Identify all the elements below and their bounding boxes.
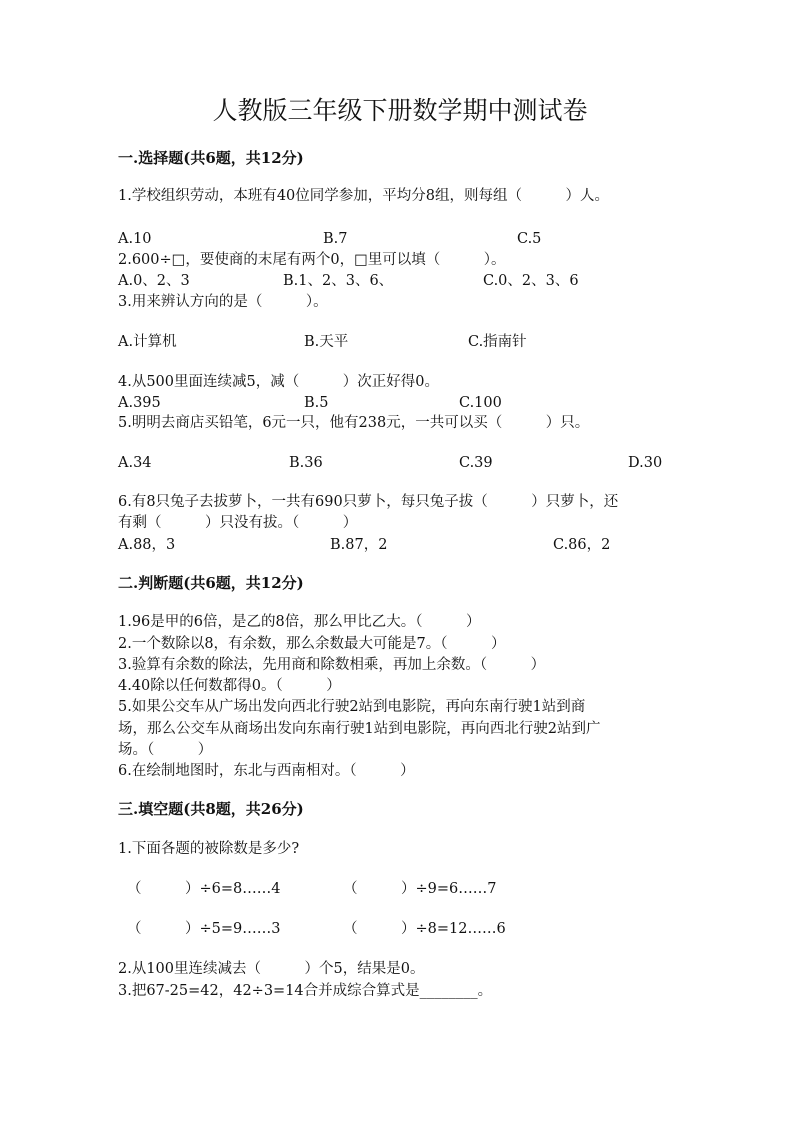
statement-line: 2.一个数除以8，有余数，那么余数最大可能是7。（ ） — [118, 636, 506, 652]
option-a: A.10 — [118, 231, 152, 247]
page-title: 人教版三年级下册数学期中测试卷 — [212, 96, 588, 125]
option-a: A.计算机 — [118, 334, 177, 350]
question-text: 有剩（ ）只没有拔。（ ） — [118, 515, 358, 531]
statement-line: 4.40除以任何数都得0。（ ） — [118, 678, 341, 694]
question-text: 1.学校组织劳动，本班有40位同学参加，平均分8组，则每组（ ）人。 — [118, 188, 610, 204]
statement-line: 场，那么公交车从商场出发向东南行驶1站到电影院，再向西北行驶2站到广 — [118, 721, 601, 737]
option-a: A.88，3 — [118, 537, 176, 553]
section-heading-judge: 二.判断题(共6题，共12分) — [118, 574, 304, 592]
option-a: A.34 — [118, 455, 152, 471]
question-text: 2.600÷□，要使商的末尾有两个0，□里可以填（ ）。 — [118, 252, 506, 268]
question-text: 1.下面各题的被除数是多少? — [118, 841, 300, 857]
statement-line: 1.96是甲的6倍，是乙的8倍，那么甲比乙大。（ ） — [118, 614, 481, 630]
option-d: D.30 — [628, 455, 663, 471]
option-c: C.100 — [459, 395, 502, 411]
fill-equation: （ ）÷9=6……7 — [343, 881, 497, 897]
question-text: 4.从500里面连续减5，减（ ）次正好得0。 — [118, 374, 439, 390]
question-text: 5.明明去商店买铅笔，6元一只，他有238元，一共可以买（ ）只。 — [118, 415, 590, 431]
fill-equation: （ ）÷5=9……3 — [127, 921, 281, 937]
option-c: C.39 — [459, 455, 493, 471]
option-b: B.1、2、3、6、 — [283, 273, 394, 289]
statement-line: 场。（ ） — [118, 742, 213, 758]
fill-equation: （ ）÷8=12……6 — [343, 921, 506, 937]
option-a: A.395 — [118, 395, 161, 411]
option-c: C.5 — [517, 231, 542, 247]
option-c: C.0、2、3、6 — [483, 273, 579, 289]
statement-line: 6.在绘制地图时，东北与西南相对。（ ） — [118, 763, 415, 779]
option-b: B.7 — [323, 231, 348, 247]
fill-equation: （ ）÷6=8……4 — [127, 881, 281, 897]
question-text: 6.有8只兔子去拔萝卜，一共有690只萝卜，每只兔子拔（ ）只萝卜，还 — [118, 494, 619, 510]
section-heading-fill: 三.填空题(共8题，共26分) — [118, 800, 304, 818]
question-text: 3.用来辨认方向的是（ ）。 — [118, 294, 328, 310]
option-c: C.指南针 — [468, 334, 527, 350]
option-b: B.天平 — [304, 334, 349, 350]
statement-line: 3.验算有余数的除法，先用商和除数相乘，再加上余数。（ ） — [118, 657, 546, 673]
section-heading-choice: 一.选择题(共6题，共12分) — [118, 149, 304, 167]
option-b: B.87，2 — [330, 537, 388, 553]
option-a: A.0、2、3 — [118, 273, 190, 289]
option-b: B.36 — [289, 455, 323, 471]
question-text: 2.从100里连续减去（ ）个5，结果是0。 — [118, 961, 425, 977]
statement-line: 5.如果公交车从广场出发向西北行驶2站到电影院，再向东南行驶1站到商 — [118, 699, 586, 715]
question-text: 3.把67-25=42，42÷3=14合并成综合算式是________。 — [118, 983, 493, 999]
option-b: B.5 — [304, 395, 329, 411]
option-c: C.86，2 — [553, 537, 611, 553]
